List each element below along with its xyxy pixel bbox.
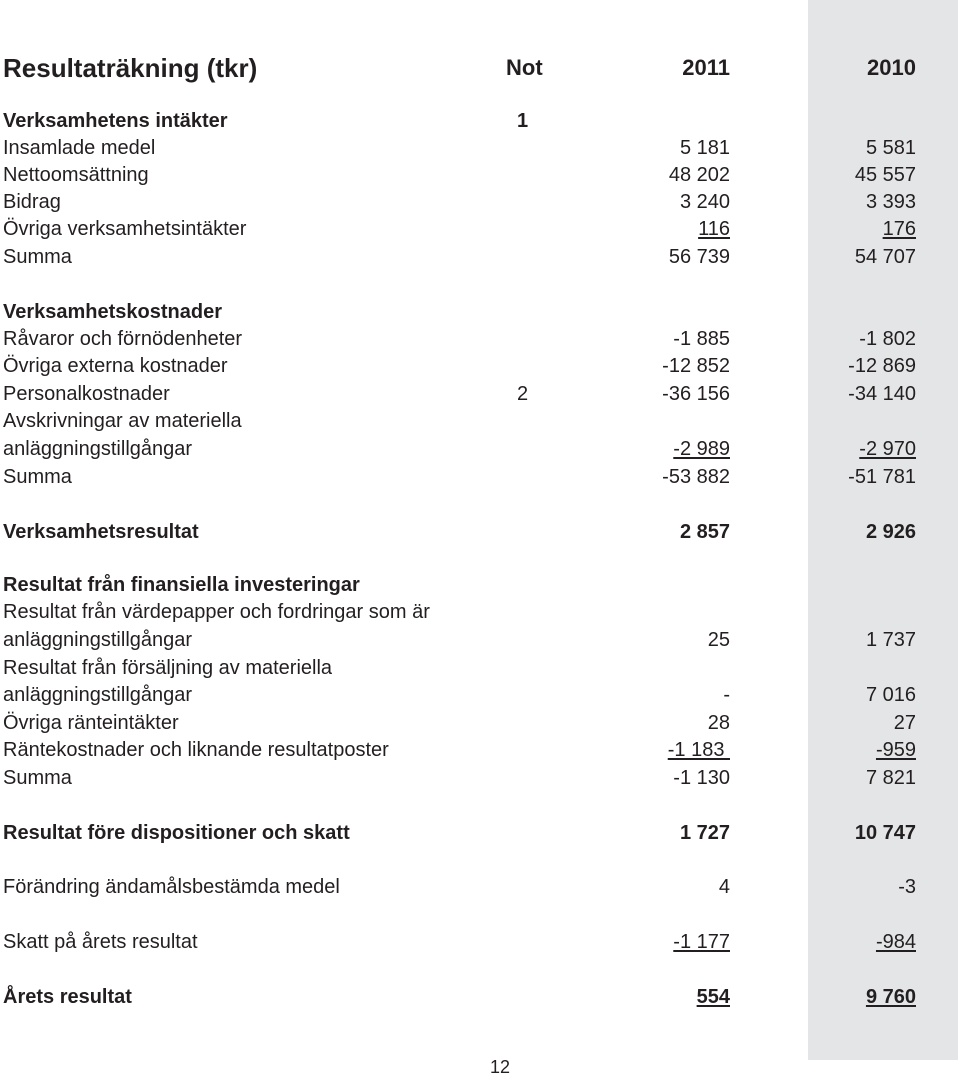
value-2011: -1 885 <box>673 328 730 350</box>
row-label: Verksamhetsresultat <box>3 521 199 543</box>
value-2010: 1 737 <box>865 629 916 651</box>
value-2011: 5 181 <box>679 137 730 159</box>
year-2010-header: 2010 <box>867 55 916 80</box>
page-title: Resultaträkning (tkr) <box>3 53 258 83</box>
value-2011: -36 156 <box>662 383 730 405</box>
value-2011: - <box>723 684 730 706</box>
value-2010: -3 <box>898 876 916 898</box>
row-label: anläggningstillgångar <box>3 438 193 460</box>
value-2011: 1 727 <box>679 822 730 844</box>
row-label: Personalkostnader <box>3 383 170 405</box>
statement-row <box>0 108 960 135</box>
statement-row <box>0 408 960 435</box>
statement-row <box>0 353 960 380</box>
statement-row <box>0 737 960 764</box>
value-2011: 3 240 <box>679 191 730 213</box>
row-label: Årets resultat <box>3 986 132 1008</box>
statement-row <box>0 299 960 326</box>
row-label: Förändring ändamålsbestämda medel <box>3 876 340 898</box>
value-2011: -53 882 <box>662 466 730 488</box>
statement-row <box>0 244 960 271</box>
value-2010: 27 <box>893 712 916 734</box>
row-label: anläggningstillgångar <box>3 684 193 706</box>
value-2010: 7 821 <box>865 767 916 789</box>
value-2011: -2 989 <box>673 438 730 460</box>
value-2010: 9 760 <box>865 986 916 1008</box>
statement-row <box>0 710 960 737</box>
row-label: Råvaror och förnödenheter <box>3 328 243 350</box>
statement-row <box>0 874 960 901</box>
value-2010: -959 <box>875 739 916 761</box>
statement-row <box>0 572 960 599</box>
row-label: Övriga externa kostnader <box>3 355 228 377</box>
statement-row <box>0 135 960 162</box>
statement-row <box>0 162 960 189</box>
row-label: Resultat från försäljning av materiella <box>3 657 333 679</box>
value-2010: -34 140 <box>848 383 916 405</box>
value-2010: -12 869 <box>848 355 916 377</box>
row-label: Verksamhetskostnader <box>3 301 223 323</box>
row-label: Övriga verksamhetsintäkter <box>3 218 247 240</box>
row-note: 1 <box>517 110 529 132</box>
value-2011: 554 <box>696 986 730 1008</box>
row-label: Avskrivningar av materiella <box>3 410 242 432</box>
value-2011: 28 <box>707 712 730 734</box>
value-2011: -1 177 <box>673 931 730 953</box>
statement-row <box>0 820 960 847</box>
statement-row <box>0 519 960 546</box>
row-label: Nettoomsättning <box>3 164 149 186</box>
value-2010: -1 802 <box>859 328 916 350</box>
row-label: Verksamhetens intäkter <box>3 110 228 132</box>
value-2011: 48 202 <box>668 164 730 186</box>
value-2011: 25 <box>707 629 730 651</box>
row-label: Bidrag <box>3 191 61 213</box>
value-2010: 176 <box>882 218 916 240</box>
row-note: 2 <box>517 383 529 405</box>
value-2011: 56 739 <box>668 246 730 268</box>
value-2010: 2 926 <box>865 521 916 543</box>
value-2011: -1 130 <box>673 767 730 789</box>
statement-row <box>0 929 960 956</box>
note-column-header: Not <box>506 55 543 80</box>
value-2010: 45 557 <box>854 164 916 186</box>
page-number: 12 <box>490 1057 511 1077</box>
row-label: Summa <box>3 246 72 268</box>
value-2011: 4 <box>718 876 730 898</box>
statement-row <box>0 216 960 243</box>
row-label: Skatt på årets resultat <box>3 931 198 953</box>
statement-row <box>0 765 960 792</box>
statement-row <box>0 381 960 408</box>
row-label: Insamlade medel <box>3 137 156 159</box>
row-label: Summa <box>3 767 72 789</box>
statement-row <box>0 655 960 682</box>
value-2010: 3 393 <box>865 191 916 213</box>
value-2011: -1 183 <box>667 739 730 761</box>
value-2010: -984 <box>875 931 916 953</box>
value-2010: 10 747 <box>854 822 916 844</box>
value-2010: -51 781 <box>848 466 916 488</box>
value-2010: -2 970 <box>859 438 916 460</box>
value-2010: 7 016 <box>865 684 916 706</box>
row-label: Resultat från finansiella investeringar <box>3 574 360 596</box>
row-label: Räntekostnader och liknande resultatposter <box>3 739 389 761</box>
row-label: Resultat från värdepapper och fordringar som är <box>3 601 430 623</box>
year-2011-header: 2011 <box>682 55 730 80</box>
value-2010: 5 581 <box>865 137 916 159</box>
value-2010: 54 707 <box>854 246 916 268</box>
value-2011: 2 857 <box>679 521 730 543</box>
statement-row <box>0 682 960 709</box>
statement-row <box>0 436 960 463</box>
statement-row <box>0 464 960 491</box>
statement-row <box>0 599 960 626</box>
value-2011: 116 <box>698 218 730 240</box>
value-2011: -12 852 <box>662 355 730 377</box>
row-label: Summa <box>3 466 72 488</box>
statement-row <box>0 326 960 353</box>
statement-row <box>0 984 960 1011</box>
row-label: anläggningstillgångar <box>3 629 193 651</box>
statement-row <box>0 189 960 216</box>
statement-row <box>0 627 960 654</box>
row-label: Övriga ränteintäkter <box>3 712 179 734</box>
row-label: Resultat före dispositioner och skatt <box>3 822 350 844</box>
